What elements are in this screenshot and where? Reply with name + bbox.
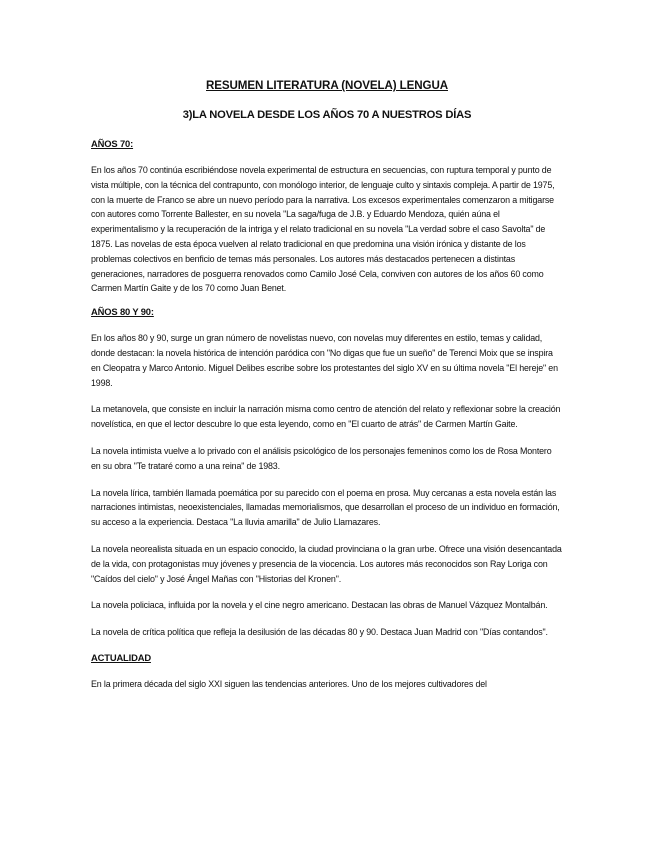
section-heading-anos-70: AÑOS 70: — [91, 138, 134, 149]
paragraph: La novela de crítica política que refleja la desilusión de las décadas 80 y 90. Destaca Juan Madrid con "Días contandos". — [91, 627, 548, 638]
document-subtitle: 3)LA NOVELA DESDE LOS AÑOS 70 A NUESTROS DÍAS — [182, 109, 472, 121]
paragraph: La metanovela, que consiste en incluir la narración misma como centro de atención del relato y reflexionar sobre la creación novelística, en que el lector descubre lo que esta leyendo, como en "El cuarto de atrás" de Carmen Martín Gaite. — [91, 404, 561, 430]
section-heading-anos-80-90: AÑOS 80 Y 90: — [91, 306, 154, 318]
section-heading-actualidad: ACTUALIDAD — [91, 651, 151, 663]
paragraph: La novela lírica, también llamada poemática por su parecido con el poema en prosa. Muy cercanas a esta novela están las narraciones intimistas, neoexistenciales, llamadas memorialismos, que desarrollan el proceso de un individuo en formación, su acceso a la experiencia. Destaca "La lluvia amarilla" de Julio Llamazares. — [91, 487, 560, 528]
paragraph: En los años 80 y 90, surge un gran número de novelistas nuevo, con novelas muy diferentes en estilo, temas y calidad, donde destacan: la novela histórica de intención paródica con "No digas que fue un sueño" de Terenci Moix que se inspira en Cleopatra y Marco Antonio. Miguel Delibes escribe sobre los protestantes del siglo XV en su última novela "El hereje" en 1998. — [91, 333, 558, 388]
paragraph: La novela neorealista situada en un espacio conocido, la ciudad provinciana o la gran urbe. Ofrece una visión desencantada de la vida, con protagonistas muy jóvenes y presencia de la viocencia. Los autores más reconocidos son Ray Loriga con "Caídos del cielo" y José Ángel Mañas con "Historias del Kronen". — [91, 543, 562, 584]
document-content — [91, 79, 563, 704]
paragraph: La novela policiaca, influida por la novela y el cine negro americano. Destacan las obras de Manuel Vázquez Montalbán. — [91, 600, 548, 611]
document-title: RESUMEN LITERATURA (NOVELA) LENGUA — [206, 79, 448, 92]
paragraph: En los años 70 continúa escribiéndose novela experimental de estructura en secuencias, con ruptura temporal y punto de vista múltiple, con la técnica del contrapunto, con monólogo interior, de lenguaje culto y sintaxis compleja. A partir de 1975, con la muerte de Franco se abre un nuevo período para la narrativa. Los excesos experimentales comenzaron a mitigarse con autores como Torrente Ballester, en su novela "La saga/fuga de J.B. y Eduardo Mendoza, quién aúna el experimentalismo y la recuperación de la intriga y el relato tradicional en su novela "La verdad sobre el caso Savolta" de 1875. Las novelas de esta época vuelven al relato tradicional en que predomina una visión irónica y distante de los problemas colectivos en benficio de temas más personales. Los autores más destacados pertenecen a distintas generaciones, narradores de posguerra renovados como Camilo José Cela, conviven con autores de los años 60 como Carmen Martín Gaite y de los 70 como Juan Benet. — [91, 165, 555, 294]
paragraph: La novela intimista vuelve a lo privado con el análisis psicológico de los personajes femeninos como los de Rosa Montero en su obra "Te trataré como a una reina" de 1983. — [91, 445, 552, 471]
paragraph: En la primera década del siglo XXI siguen las tendencias anteriores. Uno de los mejores cultivadores del — [91, 678, 487, 689]
